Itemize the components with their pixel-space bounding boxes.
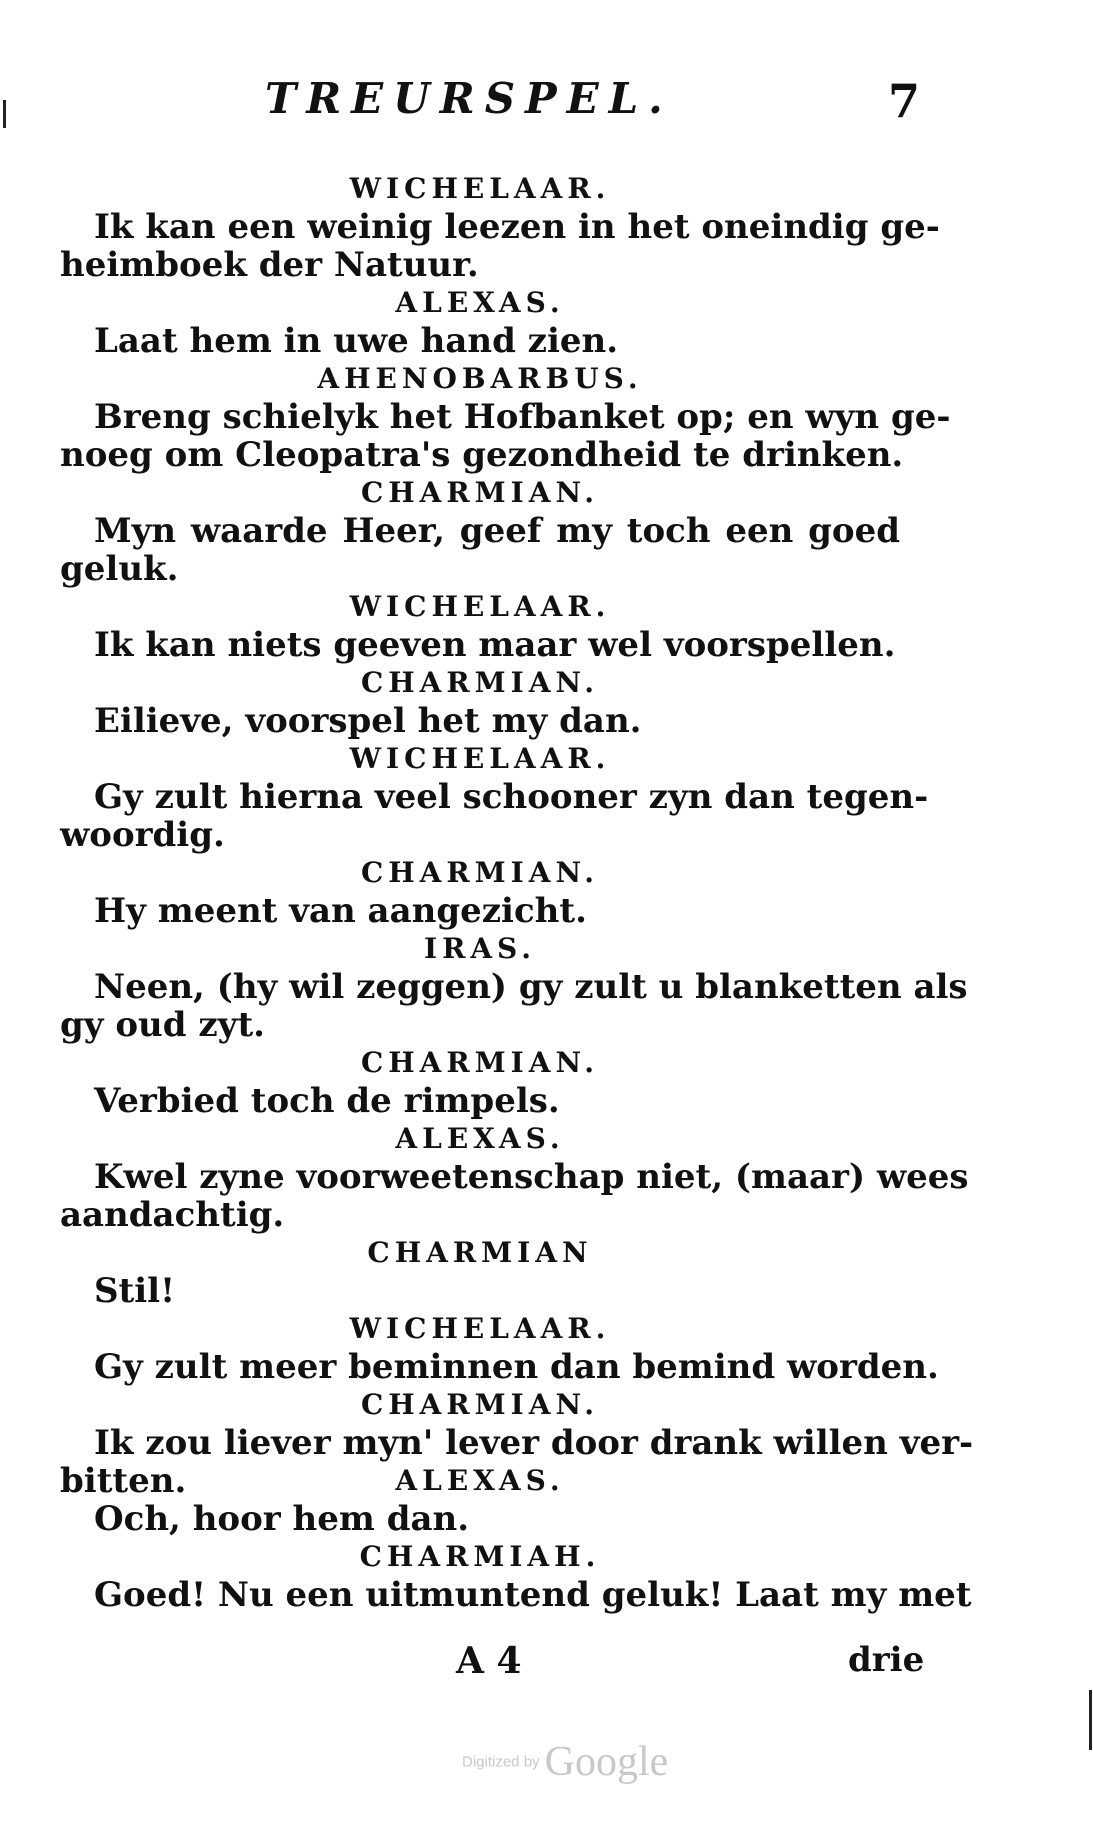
dialogue-line: Goed! Nu een uitmuntend geluk! Laat my met [94,1575,972,1615]
speaker-heading: CHARMIAN. [360,476,600,509]
dialogue-line: Laat hem in uwe hand zien. [94,321,619,361]
speaker-heading: IRAS. [423,932,537,965]
speaker-heading: CHARMIAN. [360,856,600,889]
speaker-heading: WICHELAAR. [349,742,611,775]
catchword: drie [848,1640,925,1680]
speaker-heading: AHENOBARBUS. [317,362,643,395]
dialogue-line: Ik zou liever myn' lever door drank willen ver- [94,1423,974,1463]
speaker-heading: CHARMIAN. [360,1046,600,1079]
dialogue-line: Breng schielyk het Hofbanket op; en wyn ge- [94,397,951,437]
dialogue-line: aandachtig. [60,1195,285,1235]
scan-edge-mark [1089,1690,1092,1750]
speaker-heading: CHARMIAN. [360,1388,600,1421]
speaker-heading: ALEXAS. [395,1122,565,1155]
speaker-heading: CHARMIAN [367,1236,593,1269]
watermark-prefix: Digitized by [462,1753,540,1771]
dialogue-line: Verbied toch de rimpels. [94,1081,560,1121]
dialogue-line: Stil! [94,1271,176,1311]
dialogue-line: Myn waarde Heer, geef my toch een goed [94,511,900,551]
page-number: 7 [888,74,921,128]
dialogue-line: Neen, (hy wil zeggen) gy zult u blanketten als [94,967,968,1007]
scan-edge-mark [3,100,6,128]
dialogue-line: geluk. [60,549,179,589]
speaker-heading: WICHELAAR. [349,1312,611,1345]
mixed-line [60,1462,900,1500]
dialogue-line: Gy zult meer beminnen dan bemind worden. [94,1347,939,1387]
dialogue-line: heimboek der Natuur. [60,245,479,285]
dialogue-line: noeg om Cleopatra's gezondheid te drinken. [60,435,904,475]
dialogue-line: woordig. [60,815,225,855]
speaker-heading: WICHELAAR. [349,172,611,205]
dialogue-line: Kwel zyne voorweetenschap niet, (maar) wees [94,1157,969,1197]
dialogue-line: gy oud zyt. [60,1005,265,1045]
speaker-heading: ALEXAS. [395,286,565,319]
dialogue-line: bitten. [60,1461,187,1501]
dialogue-line: Hy meent van aangezicht. [94,891,587,931]
play-text [60,170,974,1615]
google-logo: Google [544,1739,669,1785]
dialogue-line: Och, hoor hem dan. [94,1499,470,1539]
digitization-watermark [462,1738,668,1786]
dialogue-line: Eilieve, voorspel het my dan. [94,701,642,741]
speaker-heading: WICHELAAR. [349,590,611,623]
speaker-heading: CHARMIAH. [359,1540,601,1573]
dialogue-line: Gy zult hierna veel schooner zyn dan tegen- [94,777,929,817]
speaker-heading: CHARMIAN. [360,666,600,699]
signature-mark: A 4 [456,1640,522,1682]
speaker-heading: ALEXAS. [395,1464,565,1497]
dialogue-line: Ik kan een weinig leezen in het oneindig ge- [94,207,940,247]
page-footer [0,1640,1093,1690]
dialogue-line: Ik kan niets geeven maar wel voorspellen. [94,625,896,665]
running-title: TREURSPEL. [265,74,673,123]
page-header [0,74,1093,134]
